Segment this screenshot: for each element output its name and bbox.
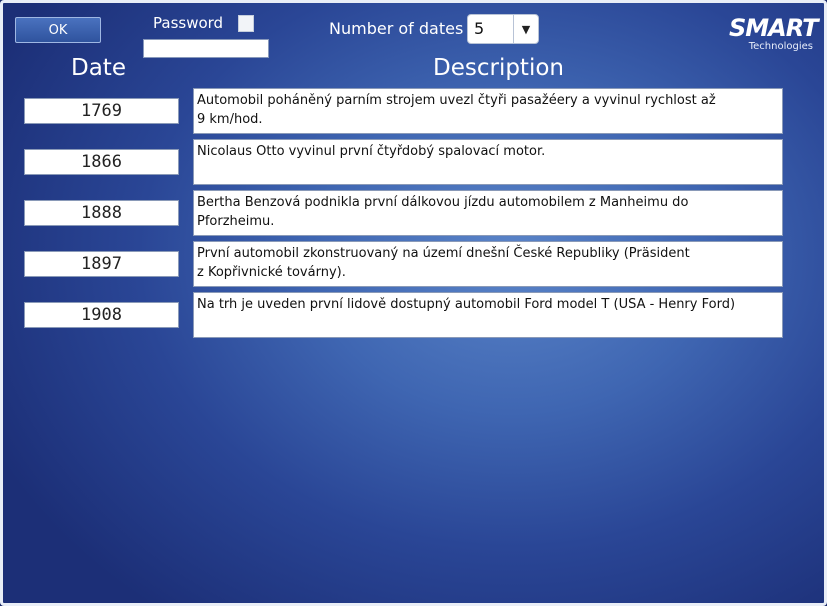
dropdown-arrow-icon[interactable]: ▼ [513, 15, 538, 43]
date-field-2[interactable]: 1866 [24, 149, 179, 175]
description-field-4[interactable]: První automobil zkonstruovaný na území dnešní České Republiky (Präsident z Kopřivnické továrny). [193, 241, 783, 287]
number-of-dates-select[interactable] [467, 14, 539, 44]
ok-button[interactable]: OK [15, 17, 101, 43]
description-field-3[interactable]: Bertha Benzová podnikla první dálkovou jízdu automobilem z Manheimu do Pforzheimu. [193, 190, 783, 236]
date-field-5[interactable]: 1908 [24, 302, 179, 328]
number-of-dates-value: 5 [474, 19, 485, 38]
date-field-4[interactable]: 1897 [24, 251, 179, 277]
logo-wordmark: SMART [729, 14, 818, 42]
password-input[interactable] [143, 39, 269, 58]
date-field-1[interactable]: 1769 [24, 98, 179, 124]
description-field-5[interactable]: Na trh je uveden první lidově dostupný automobil Ford model T (USA - Henry Ford) [193, 292, 783, 338]
description-field-1[interactable]: Automobil poháněný parním strojem uvezl čtyři pasažéery a vyvinul rychlost až 9 km/hod. [193, 88, 783, 134]
description-column-header: Description [433, 55, 564, 81]
password-label: Password [153, 14, 224, 32]
logo-subtitle: Technologies [748, 41, 813, 52]
password-checkbox[interactable] [238, 15, 254, 32]
number-of-dates-label: Number of dates [329, 19, 464, 38]
date-column-header: Date [71, 55, 126, 81]
date-field-3[interactable]: 1888 [24, 200, 179, 226]
smart-logo [729, 14, 818, 53]
description-field-2[interactable]: Nicolaus Otto vyvinul první čtyřdobý spalovací motor. [193, 139, 783, 185]
